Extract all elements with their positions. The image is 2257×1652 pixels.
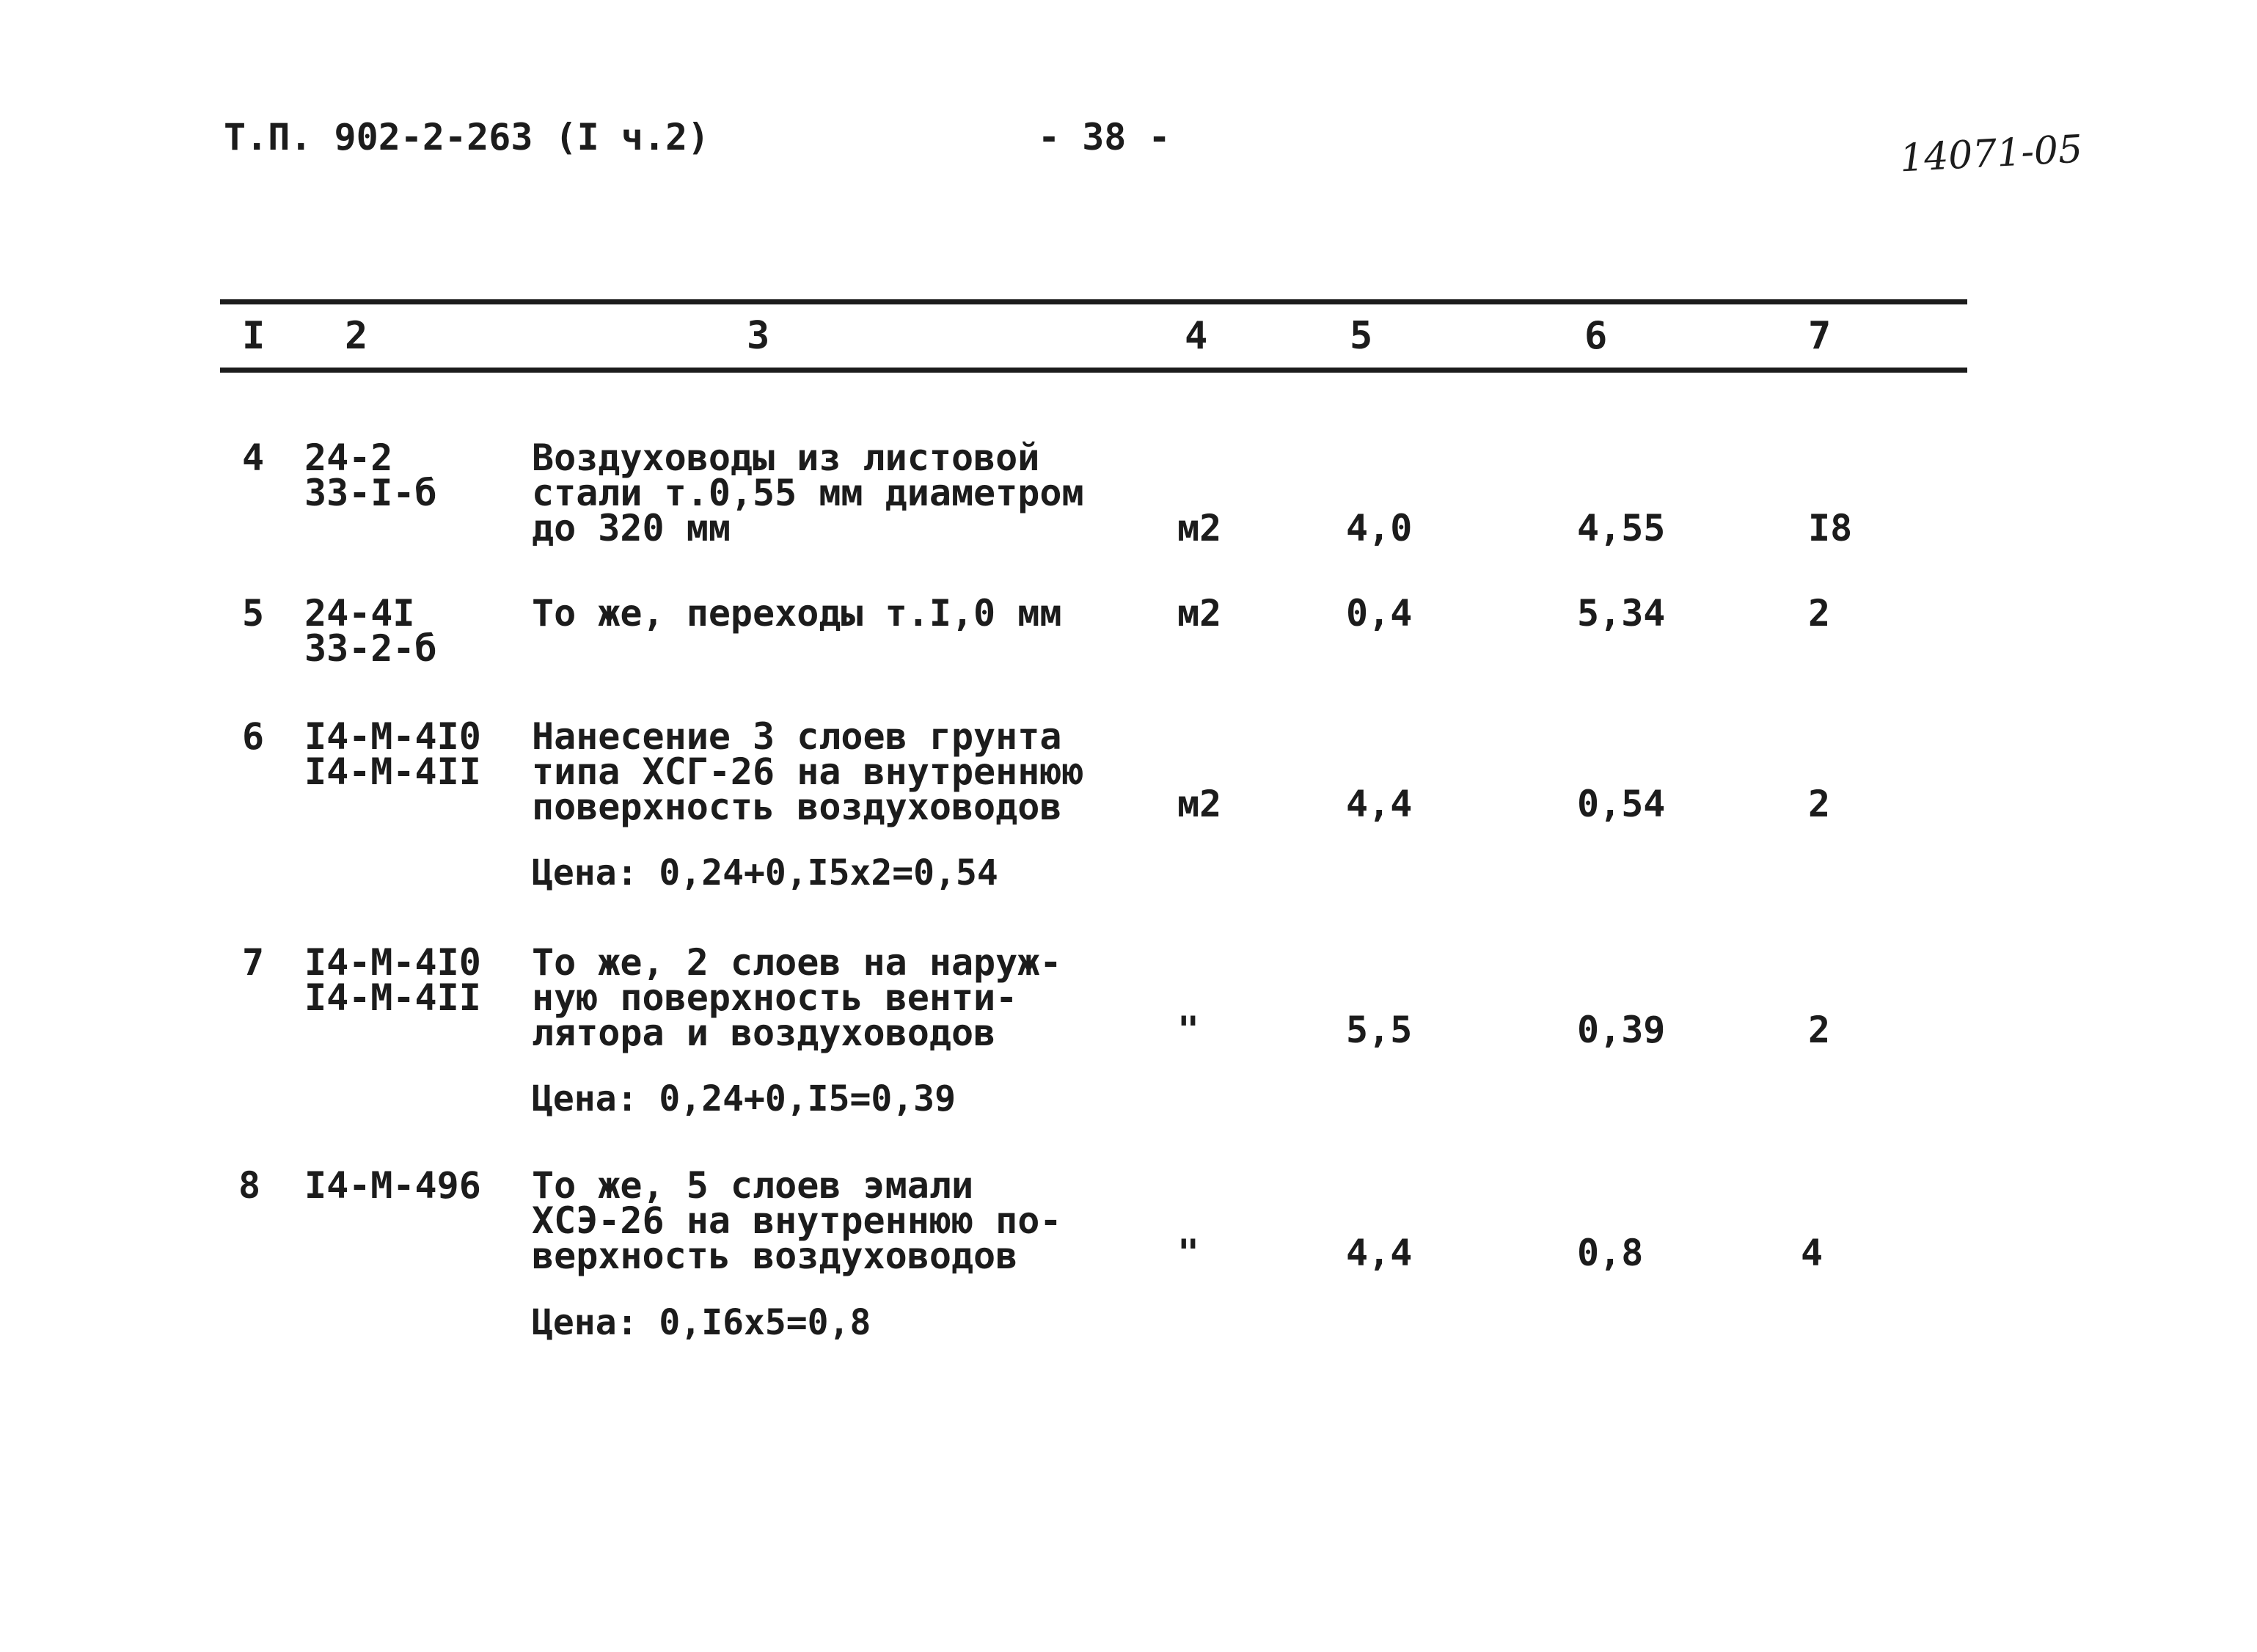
column-header-6: 6 bbox=[1584, 314, 1608, 358]
row-description: Воздуховоды из листовой стали т.0,55 мм диаметром до 320 мм bbox=[532, 436, 1084, 549]
row-unit: " bbox=[1177, 1232, 1200, 1274]
row-col6: 4,55 bbox=[1577, 507, 1666, 549]
row-unit: м2 bbox=[1177, 592, 1222, 635]
row-description: То же, переходы т.I,0 мм bbox=[532, 592, 1062, 635]
column-header-5: 5 bbox=[1350, 314, 1373, 358]
row-code: 24-4I 33-2-б bbox=[304, 592, 437, 670]
row-number: 6 bbox=[242, 715, 265, 758]
row-price-note: Цена: 0,I6x5=0,8 bbox=[532, 1302, 871, 1343]
row-col7: 4 bbox=[1801, 1232, 1823, 1274]
row-code: I4-М-496 bbox=[304, 1164, 481, 1207]
row-col7: 2 bbox=[1808, 783, 1831, 825]
row-number: 8 bbox=[238, 1164, 261, 1207]
table-header-rule bbox=[220, 368, 1967, 373]
row-col5: 5,5 bbox=[1346, 1009, 1413, 1051]
row-code: I4-М-4I0 I4-М-4II bbox=[304, 941, 481, 1019]
row-description: То же, 5 слоев эмали ХСЭ-26 на внутреннюю по- верхность воздуховодов bbox=[532, 1164, 1062, 1277]
row-col5: 4,4 bbox=[1346, 783, 1413, 825]
row-description: Нанесение 3 слоев грунта типа ХСГ-26 на внутреннюю поверхность воздуховодов bbox=[532, 715, 1084, 828]
column-header-7: 7 bbox=[1808, 314, 1832, 358]
archive-number: 14071-05 bbox=[1898, 127, 2084, 181]
column-header-2: 2 bbox=[345, 314, 368, 358]
row-col5: 0,4 bbox=[1346, 592, 1413, 635]
row-col6: 0,8 bbox=[1577, 1232, 1644, 1274]
row-col6: 0,39 bbox=[1577, 1009, 1666, 1051]
row-code: I4-М-4I0 I4-М-4II bbox=[304, 715, 481, 793]
row-col7: I8 bbox=[1808, 507, 1853, 549]
column-header-1: I bbox=[242, 314, 266, 358]
row-col6: 5,34 bbox=[1577, 592, 1666, 635]
table-top-rule bbox=[220, 299, 1967, 304]
row-price-note: Цена: 0,24+0,I5x2=0,54 bbox=[532, 852, 998, 893]
document-reference: Т.П. 902-2-263 (I ч.2) bbox=[224, 116, 710, 158]
row-col7: 2 bbox=[1808, 592, 1831, 635]
row-number: 4 bbox=[242, 436, 265, 479]
row-unit: м2 bbox=[1177, 507, 1222, 549]
page-number: - 38 - bbox=[1038, 116, 1171, 158]
row-number: 5 bbox=[242, 592, 265, 635]
row-unit: м2 bbox=[1177, 783, 1222, 825]
row-number: 7 bbox=[242, 941, 265, 984]
row-description: То же, 2 слоев на наруж- ную поверхность венти- лятора и воздуховодов bbox=[532, 941, 1062, 1054]
column-header-3: 3 bbox=[747, 314, 770, 358]
row-code: 24-2 33-I-б bbox=[304, 436, 437, 514]
column-header-4: 4 bbox=[1185, 314, 1208, 358]
row-col6: 0,54 bbox=[1577, 783, 1666, 825]
row-col7: 2 bbox=[1808, 1009, 1831, 1051]
row-col5: 4,4 bbox=[1346, 1232, 1413, 1274]
row-col5: 4,0 bbox=[1346, 507, 1413, 549]
row-price-note: Цена: 0,24+0,I5=0,39 bbox=[532, 1078, 956, 1119]
row-unit: " bbox=[1177, 1009, 1200, 1051]
